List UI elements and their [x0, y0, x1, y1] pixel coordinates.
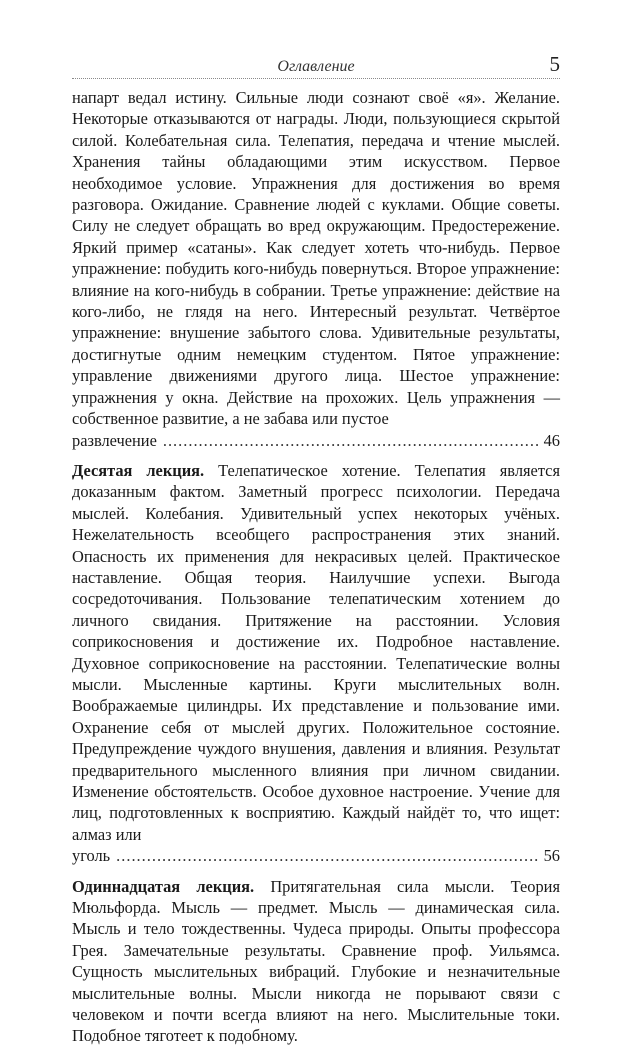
toc-page-ref: 46 — [543, 430, 560, 450]
toc-entry-lecture-10 — [72, 460, 560, 867]
dot-leader — [163, 430, 538, 451]
running-title: Оглавление — [277, 58, 355, 75]
page-number: 5 — [549, 52, 560, 76]
toc-entry-continued — [72, 87, 560, 451]
toc-leader-line — [72, 430, 560, 451]
toc-entry-last-words: развлечение — [72, 430, 157, 450]
header-rule — [72, 78, 560, 79]
dot-leader — [116, 845, 537, 866]
toc-entry-body: Телепатическое хотение. Телепатия является доказанным фактом. Заметный прогресс психологии. Передача мыслей. Колебания. Удивительный успех некоторых учёных. Нежелательность всеобщего распространения этих знаний. Опасность их применения для некрасивых целей. Практическое наставление. Общая теория. Наилучшие успехи. Выгода сосредоточивания. Пользование телепатическим хотением до личного свидания. Притяжение на расстоянии. Условия соприкосновения и достижение их. Подробное наставление. Духовное соприкосновение на расстоянии. Телепатические волны мысли. Мысленные картины. Круги мыслительных волн. Воображаемые цилиндры. Их представление и пользование ими. Охранение себя от мыслей других. Положительное состояние. Предупреждение чуждого внушения, давления и влияния. Результат предварительного мысленного влияния при личном свидании. Изменение обстоятельств. Особое духовное настроение. Учение для лиц, подготовленных к восприятию. Каждый найдёт то, что ищет: алмаз или — [72, 460, 560, 844]
toc-entry-body: Притягательная сила мысли. Теория Мюльфорда. Мысль — предмет. Мысль — динамическая сила. Мысль и тело тождественны. Чудеса природы. Опыты профессора Грея. Замечательные результаты. Сравнение проф. Уильямса. Сущность мыслительных вибраций. Глубокие и незначительные мыслительные волны. Мысли никогда не порывают связи с человеком и почти всегда влияют на него. Мыслительные токи. Подобное тяготеет к подобному. — [72, 876, 560, 1046]
toc-page-ref: 56 — [543, 846, 560, 866]
toc-entry-body: напарт ведал истину. Сильные люди сознают своё «я». Желание. Некоторые отказываются от награды. Люди, пользующиеся скрытой силой. Колебательная сила. Телепатия, передача и чтение мыслей. Хранения тайны обладающими этим искусством. Первое необходимое условие. Упражнения для достижения во время разговора. Ожидание. Сравнение людей с куклами. Общие советы. Силу не следует обращать во вред окружающим. Предостережение. Яркий пример «сатаны». Как следует хотеть что-нибудь. Первое упражнение: побудить кого-нибудь повернуться. Второе упражнение: влияние на кого-нибудь в собрании. Третье упражнение: действие на кого-либо, не глядя на него. Интересный результат. Четвёртое упражнение: внушение забытого слова. Удивительные результаты, достигнутые одним немецким студентом. Пятое упражнение: управление движениями другого лица. Шестое упражнение: упражнения у окна. Действие на прохожих. Цель упражнения — собственное развитие, а не забава или пустое — [72, 88, 560, 429]
running-header — [72, 44, 560, 78]
toc-leader-line — [72, 845, 560, 866]
toc-entry-title: Десятая лекция. — [72, 460, 205, 480]
toc-entry-lecture-11 — [72, 876, 560, 1047]
toc-entry-last-words: уголь — [72, 846, 111, 866]
toc-entry-title: Одиннадцатая лекция. — [72, 876, 255, 896]
book-page — [72, 44, 560, 1056]
